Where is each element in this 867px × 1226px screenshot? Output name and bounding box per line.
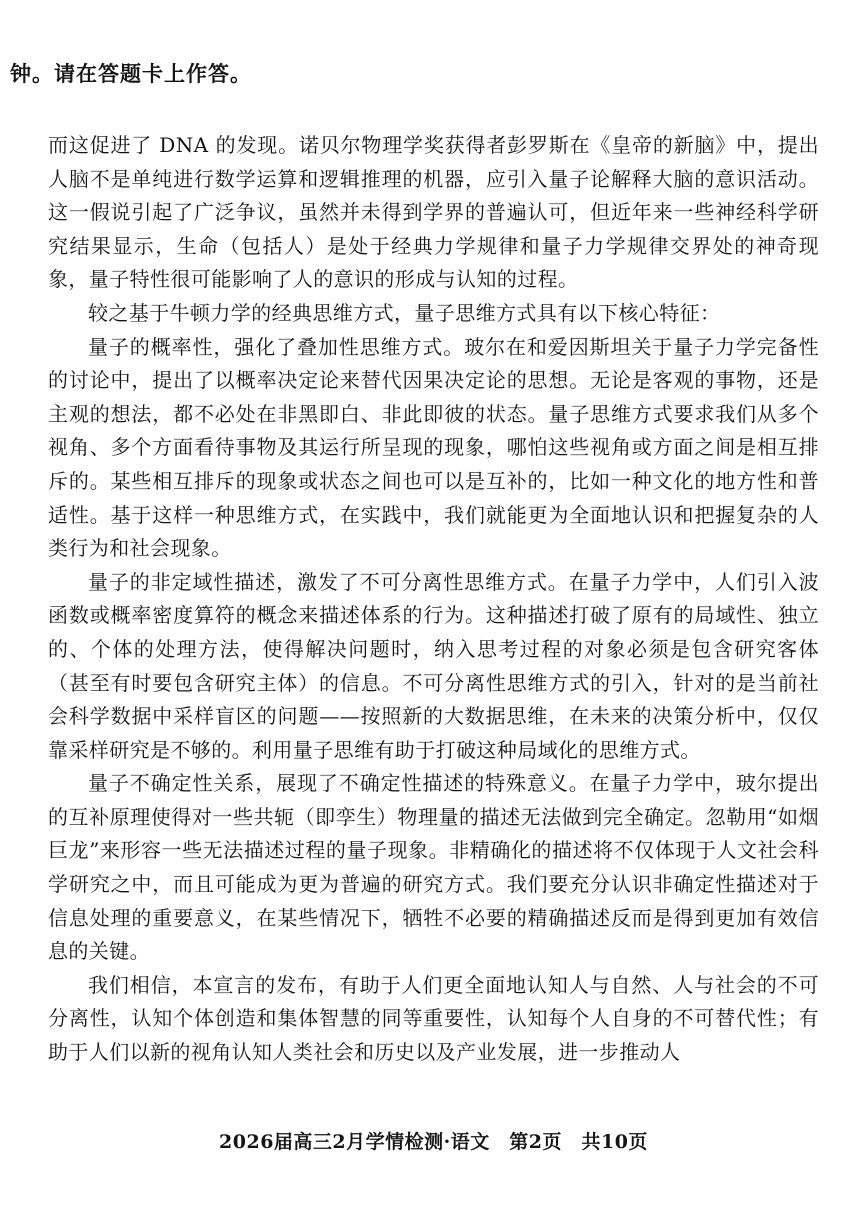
paragraph-declaration-conclusion: 我们相信，本宣言的发布，有助于人们更全面地认知人与自然、人与社会的不可分离性，认知个体创造和集体智慧的同等重要性，认知每个人自身的不可替代性；有助于人们以新的视角认知人类社会和历史以及产业发展，进一步推动人 xyxy=(48,972,819,1065)
page-footer: 2026届高三2月学情检测·语文 第2页 共10页 xyxy=(219,1131,648,1153)
instruction-fragment: 钟。请在答题卡上作答。 xyxy=(10,61,252,86)
paragraph-dna-discovery: 而这促进了 DNA 的发现。诺贝尔物理学奖获得者彭罗斯在《皇帝的新脑》中，提出人脑不是单纯进行数学运算和逻辑推理的机器，应引入量子论解释大脑的意识活动。这一假说引起了广泛争议，虽然并未得到学界的普遍认可，但近年来一些神经科学研究结果显示，生命（包括人）是处于经典力学规律和量子力学规律交界处的神奇现象，量子特性很可能影响了人的意识的形成与认知的过程。 xyxy=(48,133,819,292)
paragraph-core-features-intro: 较之基于牛顿力学的经典思维方式，量子思维方式具有以下核心特征： xyxy=(88,300,721,325)
paragraph-superposition-thinking: 量子的概率性，强化了叠加性思维方式。玻尔在和爱因斯坦关于量子力学完备性的讨论中，提出了以概率决定论来替代因果决定论的思想。无论是客观的事物，还是主观的想法，都不必处在非黑即白、非此即彼的状态。量子思维方式要求我们从多个视角、多个方面看待事物及其运行所呈现的现象，哪怕这些视角或方面之间是相互排斥的。某些相互排斥的现象或状态之间也可以是互补的，比如一种文化的地方性和普适性。基于这样一种思维方式，在实践中，我们就能更为全面地认识和把握复杂的人类行为和社会现象。 xyxy=(48,334,819,561)
paragraph-uncertainty-description: 量子不确定性关系，展现了不确定性描述的特殊意义。在量子力学中，玻尔提出的互补原理使得对一些共轭（即孪生）物理量的描述无法做到完全确定。忽勒用“如烟巨龙”来形容一些无法描述过程的量子现象。非精确化的描述将不仅体现于人文社会科学研究之中，而且可能成为更为普遍的研究方式。我们要充分认识非确定性描述对于信息处理的重要意义，在某些情况下，牺牲不必要的精确描述反而是得到更加有效信息的关键。 xyxy=(48,771,819,964)
article-body xyxy=(48,129,819,1070)
paragraph-inseparability-thinking: 量子的非定域性描述，激发了不可分离性思维方式。在量子力学中，人们引入波函数或概率密度算符的概念来描述体系的行为。这种描述打破了原有的局域性、独立的、个体的处理方法，使得解决问题时，纳入思考过程的对象必须是包含研究客体（甚至有时要包含研究主体）的信息。不可分离性思维方式的引入，针对的是当前社会科学数据中采样盲区的问题——按照新的大数据思维，在未来的决策分析中，仅仅靠采样研究是不够的。利用量子思维有助于打破这种局域化的思维方式。 xyxy=(48,569,819,762)
